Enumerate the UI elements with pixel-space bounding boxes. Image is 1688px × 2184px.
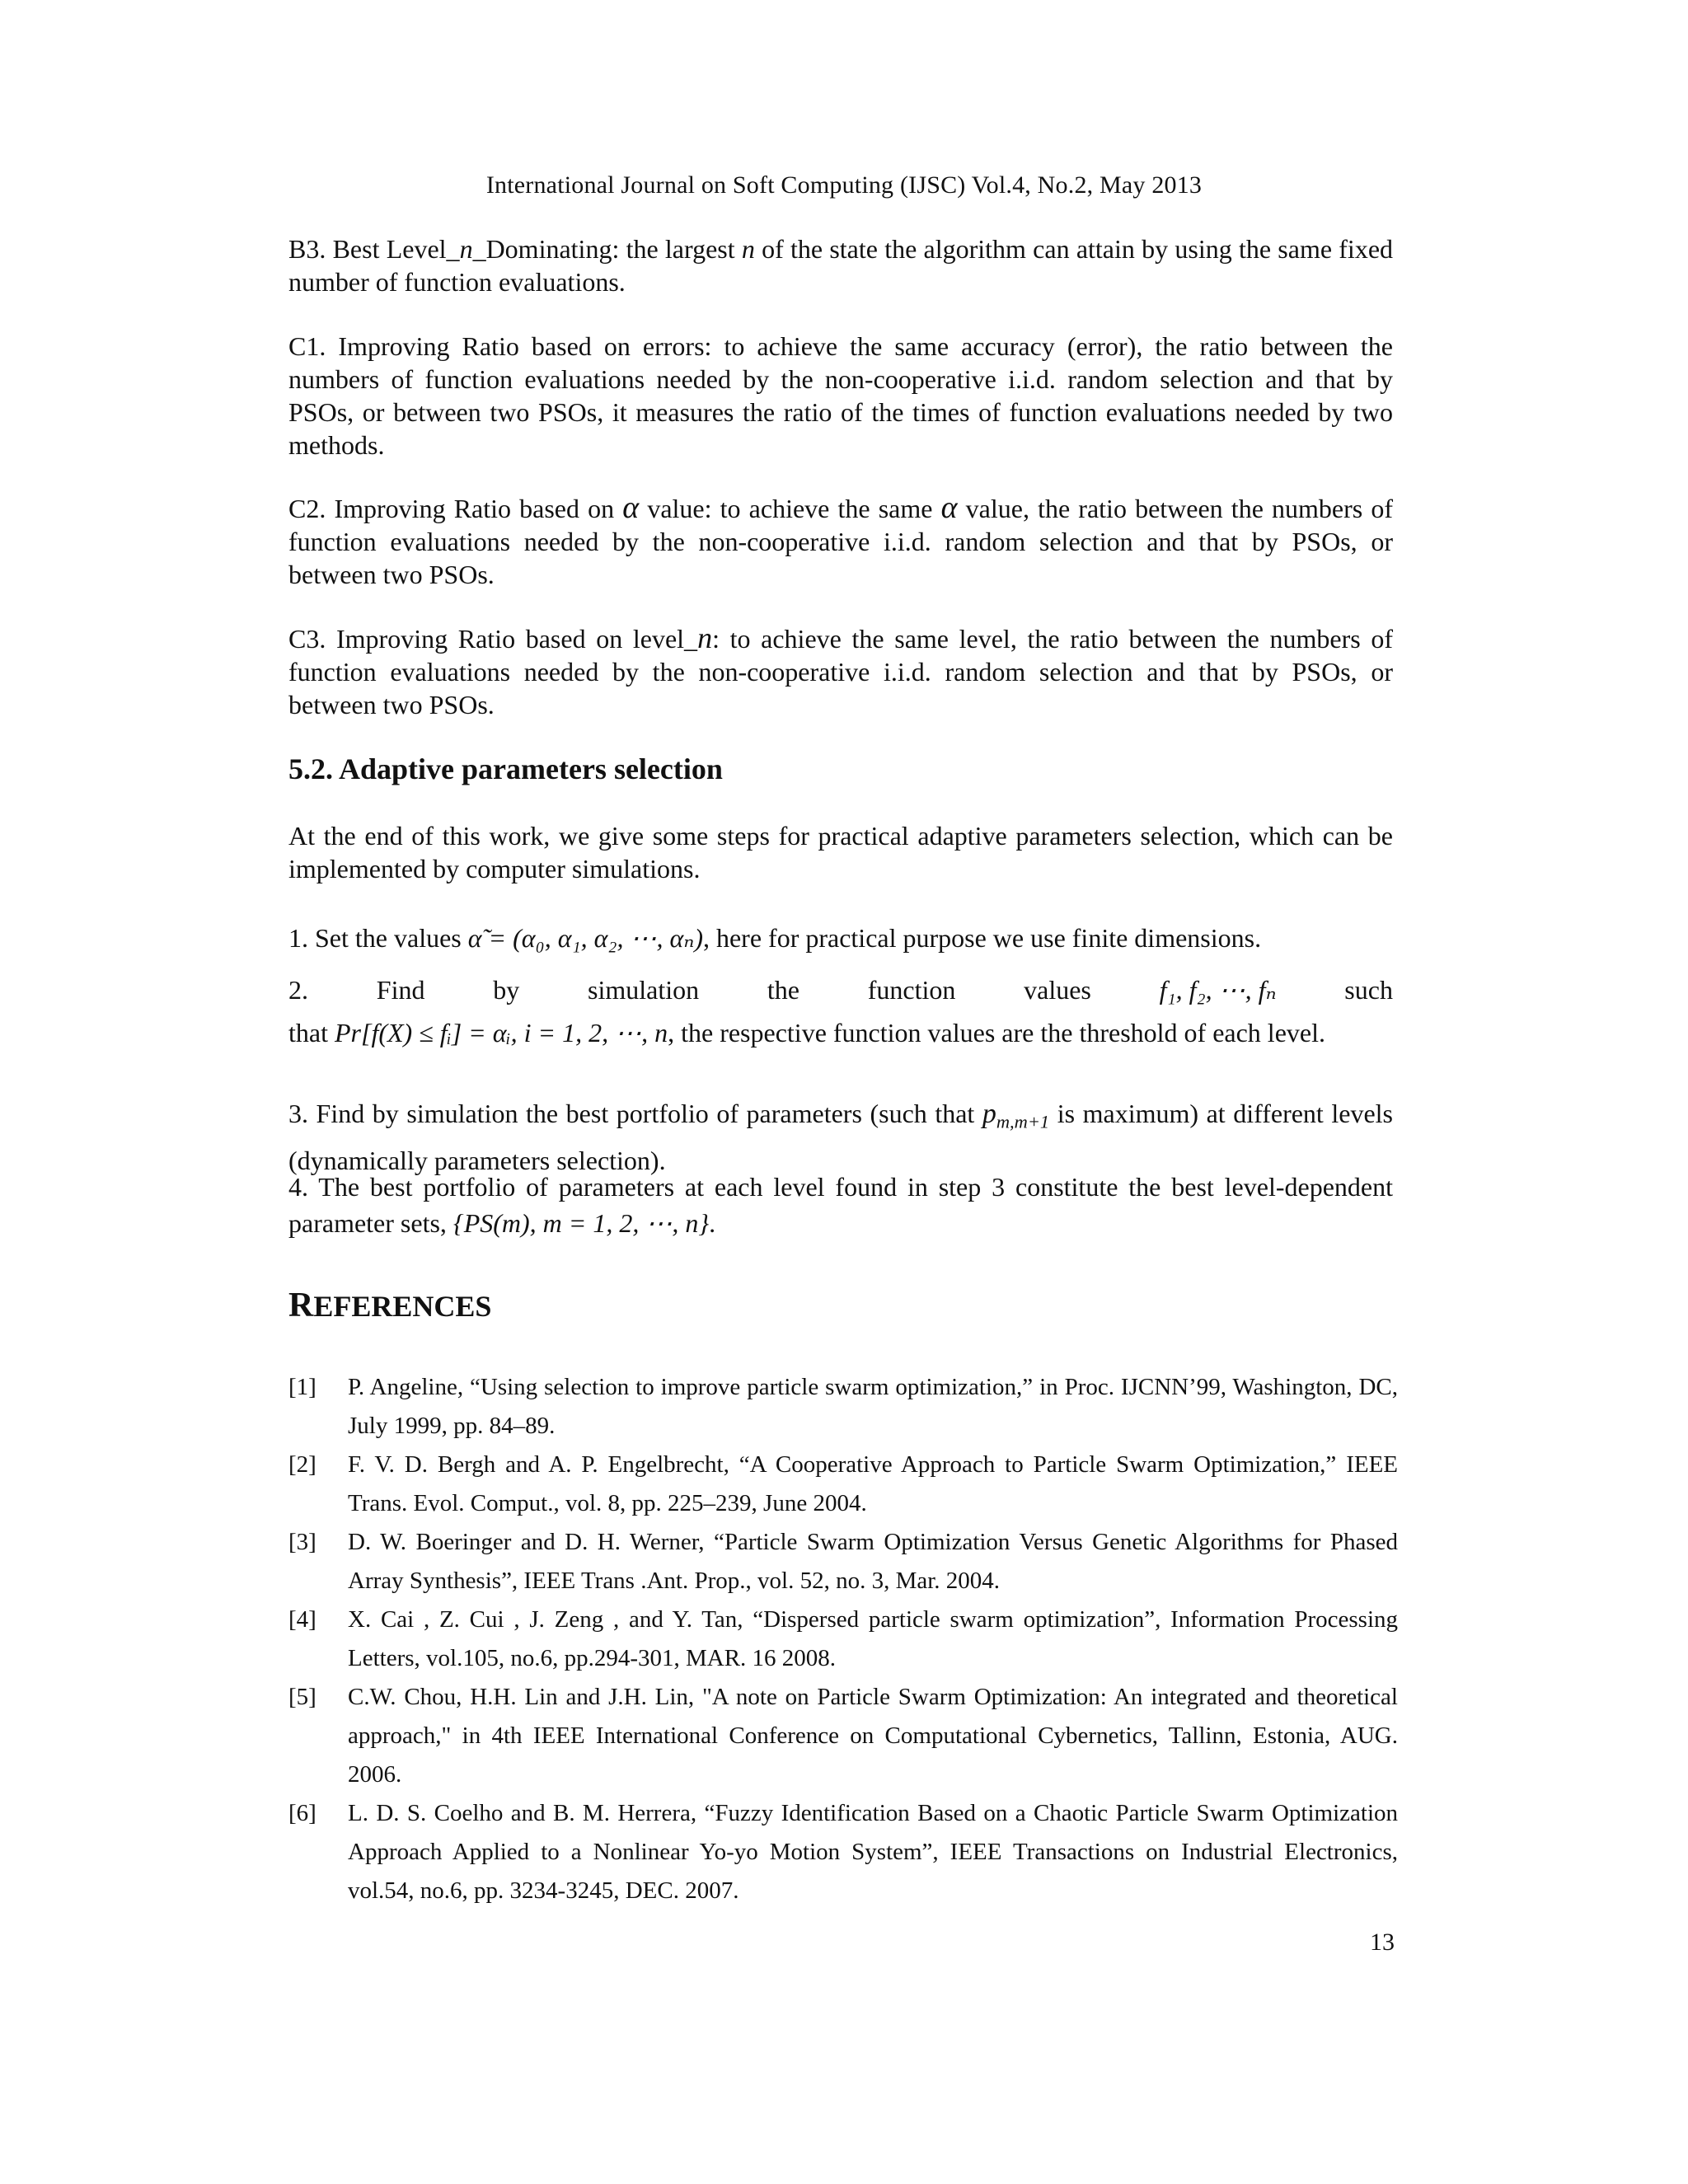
c2-rest: value, the ratio between the numbers of function evaluations needed by the non-cooperative i.i.d. random selection and that by PSOs, or between two PSOs. bbox=[288, 494, 1393, 589]
c2-alpha-2: α bbox=[940, 490, 958, 525]
step2-line-2 bbox=[288, 1012, 1393, 1053]
section-intro: At the end of this work, we give some steps for practical adaptive parameters selection, which can be implemented by computer simulations. bbox=[288, 821, 1393, 883]
step-4 bbox=[288, 1169, 1393, 1241]
c3-rest: : to achieve the same level, the ratio between the numbers of function evaluations needed by the non-cooperative i.i.d. random selection and that by PSOs, or between two PSOs. bbox=[288, 624, 1394, 719]
b3-prefix: B3. Best Level_ bbox=[288, 234, 460, 264]
reference-number: [4] bbox=[288, 1606, 316, 1633]
c2-prefix: C2. Improving Ratio based on bbox=[288, 494, 623, 523]
step2-formula-pr: Pr[f(X) ≤ fᵢ] = αᵢ, i = 1, 2, ⋯, n bbox=[334, 1018, 668, 1047]
references-title-rest: EFERENCES bbox=[313, 1290, 492, 1323]
step-1 bbox=[288, 921, 1393, 954]
references-title-initial: R bbox=[288, 1286, 314, 1324]
reference-number: [5] bbox=[288, 1684, 316, 1710]
step3-rest: is maximum) at different levels (dynamically parameters selection). bbox=[288, 1099, 1394, 1175]
reference-text: C.W. Chou, H.H. Lin and J.H. Lin, "A note on Particle Swarm Optimization: An integrated and theoretical approach," in 4th IEEE International Conference on Computational Cybernetics, Tallinn, Estonia, AUG. 2006. bbox=[348, 1684, 1398, 1788]
b3-rest: of the state the algorithm can attain by using the same fixed number of function evaluations. bbox=[288, 234, 1394, 297]
step2-word: function bbox=[867, 975, 956, 1005]
step2-word: Find bbox=[376, 975, 425, 1005]
c2-middle: value: to achieve the same bbox=[639, 494, 941, 523]
step2-word: such bbox=[1344, 975, 1393, 1005]
reference-text: L. D. S. Coelho and B. M. Herrera, “Fuzzy Identification Based on a Chaotic Particle Swarm Optimization Approach Applied to a Nonlinear Yo-yo Motion System”, IEEE Transactions on Industrial Electronics, vol.54, no.6, pp. 3234-3245, DEC. 2007. bbox=[348, 1800, 1398, 1904]
journal-header: International Journal on Soft Computing (IJSC) Vol.4, No.2, May 2013 bbox=[485, 171, 1203, 199]
c3-prefix: C3. Improving Ratio based on level_ bbox=[288, 624, 698, 654]
step3-p-subscript: m,m+1 bbox=[996, 1111, 1050, 1132]
reference-text: D. W. Boeringer and D. H. Werner, “Particle Swarm Optimization Versus Genetic Algorithms for Phased Array Synthesis”, IEEE Trans .Ant. Prop., vol. 52, no. 3, Mar. 2004. bbox=[348, 1529, 1398, 1594]
step-3 bbox=[288, 1094, 1393, 1179]
step1-prefix: 1. Set the values bbox=[288, 923, 468, 953]
step2-word: 2. bbox=[288, 975, 308, 1005]
reference-item bbox=[288, 1601, 1398, 1678]
step2-formula-f: f₁, f₂, ⋯, fₙ bbox=[1159, 975, 1277, 1005]
b3-var-n2: n bbox=[741, 234, 755, 264]
page-number: 13 bbox=[1370, 1929, 1395, 1956]
reference-number: [2] bbox=[288, 1451, 316, 1478]
reference-text: F. V. D. Bergh and A. P. Engelbrecht, “A Cooperative Approach to Particle Swarm Optimization,” IEEE Trans. Evol. Comput., vol. 8, pp. 225–239, June 2004. bbox=[348, 1451, 1398, 1516]
reference-item bbox=[288, 1368, 1398, 1446]
step2-word: the bbox=[767, 975, 799, 1005]
reference-number: [6] bbox=[288, 1800, 316, 1826]
step4-prefix: 4. The best portfolio of parameters at each level found in step 3 constitute the best level-dependent parameter sets, bbox=[288, 1172, 1393, 1238]
step2-word: simulation bbox=[587, 975, 700, 1005]
step2-line-1 bbox=[288, 968, 1393, 1012]
reference-text: P. Angeline, “Using selection to improve particle swarm optimization,” in Proc. IJCNN’99, Washington, DC, July 1999, pp. 84–89. bbox=[348, 1374, 1398, 1439]
step4-rest: . bbox=[709, 1208, 716, 1238]
reference-item bbox=[288, 1523, 1398, 1601]
c3-var-n: n bbox=[697, 621, 713, 654]
reference-text: X. Cai , Z. Cui , J. Zeng , and Y. Tan, “Dispersed particle swarm optimization”, Information Processing Letters, vol.105, no.6, pp.294-301, MAR. 16 2008. bbox=[348, 1606, 1398, 1671]
step1-formula: α̃ = (α₀, α₁, α₂, ⋯, αₙ) bbox=[467, 923, 703, 953]
section-title: 5.2. Adaptive parameters selection bbox=[288, 752, 723, 785]
reference-item bbox=[288, 1446, 1398, 1523]
step2-that: that bbox=[288, 1018, 335, 1047]
step2-word: by bbox=[493, 975, 520, 1005]
criterion-c3 bbox=[288, 621, 1393, 721]
b3-middle: _Dominating: the largest bbox=[472, 234, 742, 264]
b3-var-n: n bbox=[459, 234, 473, 264]
criterion-c2 bbox=[288, 491, 1393, 591]
reference-number: [3] bbox=[288, 1529, 316, 1555]
reference-item bbox=[288, 1794, 1398, 1910]
step3-prefix: 3. Find by simulation the best portfolio of parameters (such that bbox=[288, 1099, 982, 1128]
step-2 bbox=[288, 968, 1393, 1053]
step3-p: p bbox=[982, 1099, 996, 1129]
references-title bbox=[288, 1286, 491, 1325]
criterion-b3 bbox=[288, 232, 1393, 298]
step2-word: values bbox=[1024, 975, 1091, 1005]
c2-alpha: α bbox=[622, 490, 640, 525]
reference-item bbox=[288, 1678, 1398, 1794]
reference-number: [1] bbox=[288, 1374, 316, 1400]
references-list bbox=[288, 1368, 1398, 1910]
step4-formula: {PS(m), m = 1, 2, ⋯, n} bbox=[452, 1208, 710, 1238]
criterion-c1: C1. Improving Ratio based on errors: to achieve the same accuracy (error), the ratio between the numbers of function evaluations needed by the non-cooperative i.i.d. random selection and that by PSOs, or between two PSOs, it measures the ratio of the times of function evaluations needed by two methods. bbox=[288, 331, 1393, 460]
step2-rest: , the respective function values are the threshold of each level. bbox=[668, 1018, 1325, 1047]
step1-rest: , here for practical purpose we use finite dimensions. bbox=[702, 923, 1262, 953]
